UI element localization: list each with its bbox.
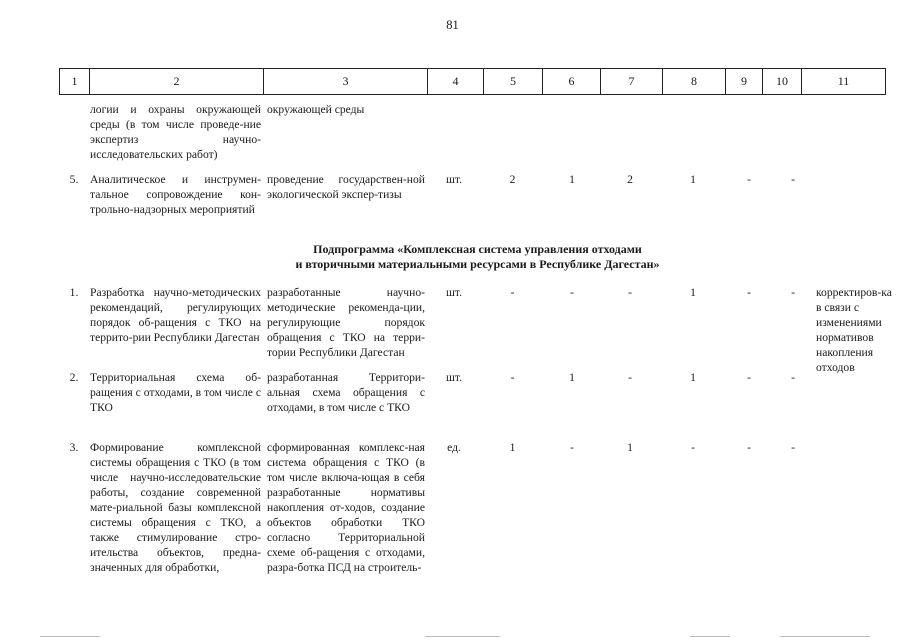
scan-artifact-line — [40, 636, 100, 637]
unit-cell: ед. — [447, 441, 461, 454]
subprogram-title-line: Подпрограмма «Комплексная система управления отходами — [313, 242, 642, 256]
value-cell: - — [628, 286, 632, 299]
value-cell: - — [791, 173, 795, 186]
activity-text: Разработка научно-методических рекомендаций, регулирующих порядок об-ращения с ТКО на террито-рии Республики Дагестан — [90, 286, 261, 344]
value-cell: - — [747, 371, 751, 384]
result-text: сформированная комплекс-ная система обращения с ТКО (в том числе включа-ющая в себя разработанные нормативы накопления от-ходов, создание объектов обработки ТКО согласно Территориальной схеме об-ращения с отходами, разра-ботка ПСД на строитель- — [267, 441, 425, 574]
result-text: окружающей среды — [267, 103, 365, 116]
column-header: 2 — [90, 69, 264, 95]
unit-cell: шт. — [445, 371, 463, 384]
value-cell: - — [747, 441, 751, 454]
row-number: 5. — [69, 173, 79, 186]
result-text: проведение государствен-ной экологической экспер-тизы — [267, 173, 425, 201]
column-header: 4 — [428, 69, 484, 95]
column-header: 8 — [663, 69, 726, 95]
value-cell: - — [628, 371, 632, 384]
column-header: 7 — [601, 69, 663, 95]
value-cell: 1 — [627, 441, 633, 454]
scan-artifact-line — [690, 636, 730, 637]
value-cell: - — [570, 286, 574, 299]
value-cell: - — [691, 441, 695, 454]
scan-artifact-line — [780, 636, 870, 637]
activity-text: Территориальная схема об-ращения с отходами, в том числе с ТКО — [90, 371, 261, 414]
activity-text: Формирование комплексной системы обращения с ТКО (в том числе научно-исследовательские работы, создание современной мате-риальной базы комплексной системы обращения с ТКО, а также стимулирование стро-ительства объектов, предна-значенных для обработки, — [90, 441, 261, 574]
column-header: 5 — [484, 69, 543, 95]
column-header-table — [59, 68, 886, 95]
value-cell: 1 — [569, 173, 575, 186]
value-cell: 1 — [690, 371, 696, 384]
value-cell: - — [791, 286, 795, 299]
column-header-row — [60, 69, 886, 95]
column-header: 10 — [763, 69, 802, 95]
value-cell: 2 — [509, 173, 516, 186]
unit-cell: шт. — [445, 286, 463, 299]
column-header: 11 — [802, 69, 886, 95]
value-cell: - — [510, 371, 515, 384]
column-header: 9 — [726, 69, 763, 95]
value-cell: - — [570, 441, 574, 454]
value-cell: 2 — [627, 173, 633, 186]
column-header: 6 — [543, 69, 601, 95]
value-cell: - — [510, 286, 515, 299]
result-text: разработанная Территори-альная схема обращения с отходами, в том числе с ТКО — [267, 371, 425, 414]
value-cell: - — [791, 441, 795, 454]
row-number: 1. — [69, 286, 79, 299]
column-header: 1 — [60, 69, 90, 95]
column-header: 3 — [264, 69, 428, 95]
activity-text: логии и охраны окружающей среды (в том числе проведе-ние экспертиз научно-исследовательских работ) — [90, 103, 261, 161]
value-cell: 1 — [690, 286, 696, 299]
result-text: разработанные научно-методические рекоменда-ции, регулирующие порядок обращения с ТКО на терри-тории Республики Дагестан — [267, 286, 425, 359]
note-cell: корректиров-ка в связи с изменениями нормативов накопления отходов — [816, 286, 892, 374]
value-cell: - — [747, 286, 751, 299]
subprogram-title-line: и вторичными материальными ресурсами в Республике Дагестан» — [295, 257, 660, 271]
value-cell: - — [791, 371, 795, 384]
activity-text: Аналитическое и инструмен-тальное сопровождение кон-трольно-надзорных мероприятий — [90, 173, 261, 216]
row-number: 2. — [69, 371, 79, 384]
value-cell: - — [747, 173, 751, 186]
value-cell: 1 — [690, 173, 696, 186]
unit-cell: шт. — [445, 173, 463, 186]
value-cell: 1 — [569, 371, 575, 384]
page-number: 81 — [446, 18, 459, 32]
subprogram-heading — [59, 242, 896, 272]
value-cell: 1 — [509, 441, 516, 454]
scan-artifact-line — [425, 636, 500, 637]
row-number: 3. — [69, 441, 79, 454]
